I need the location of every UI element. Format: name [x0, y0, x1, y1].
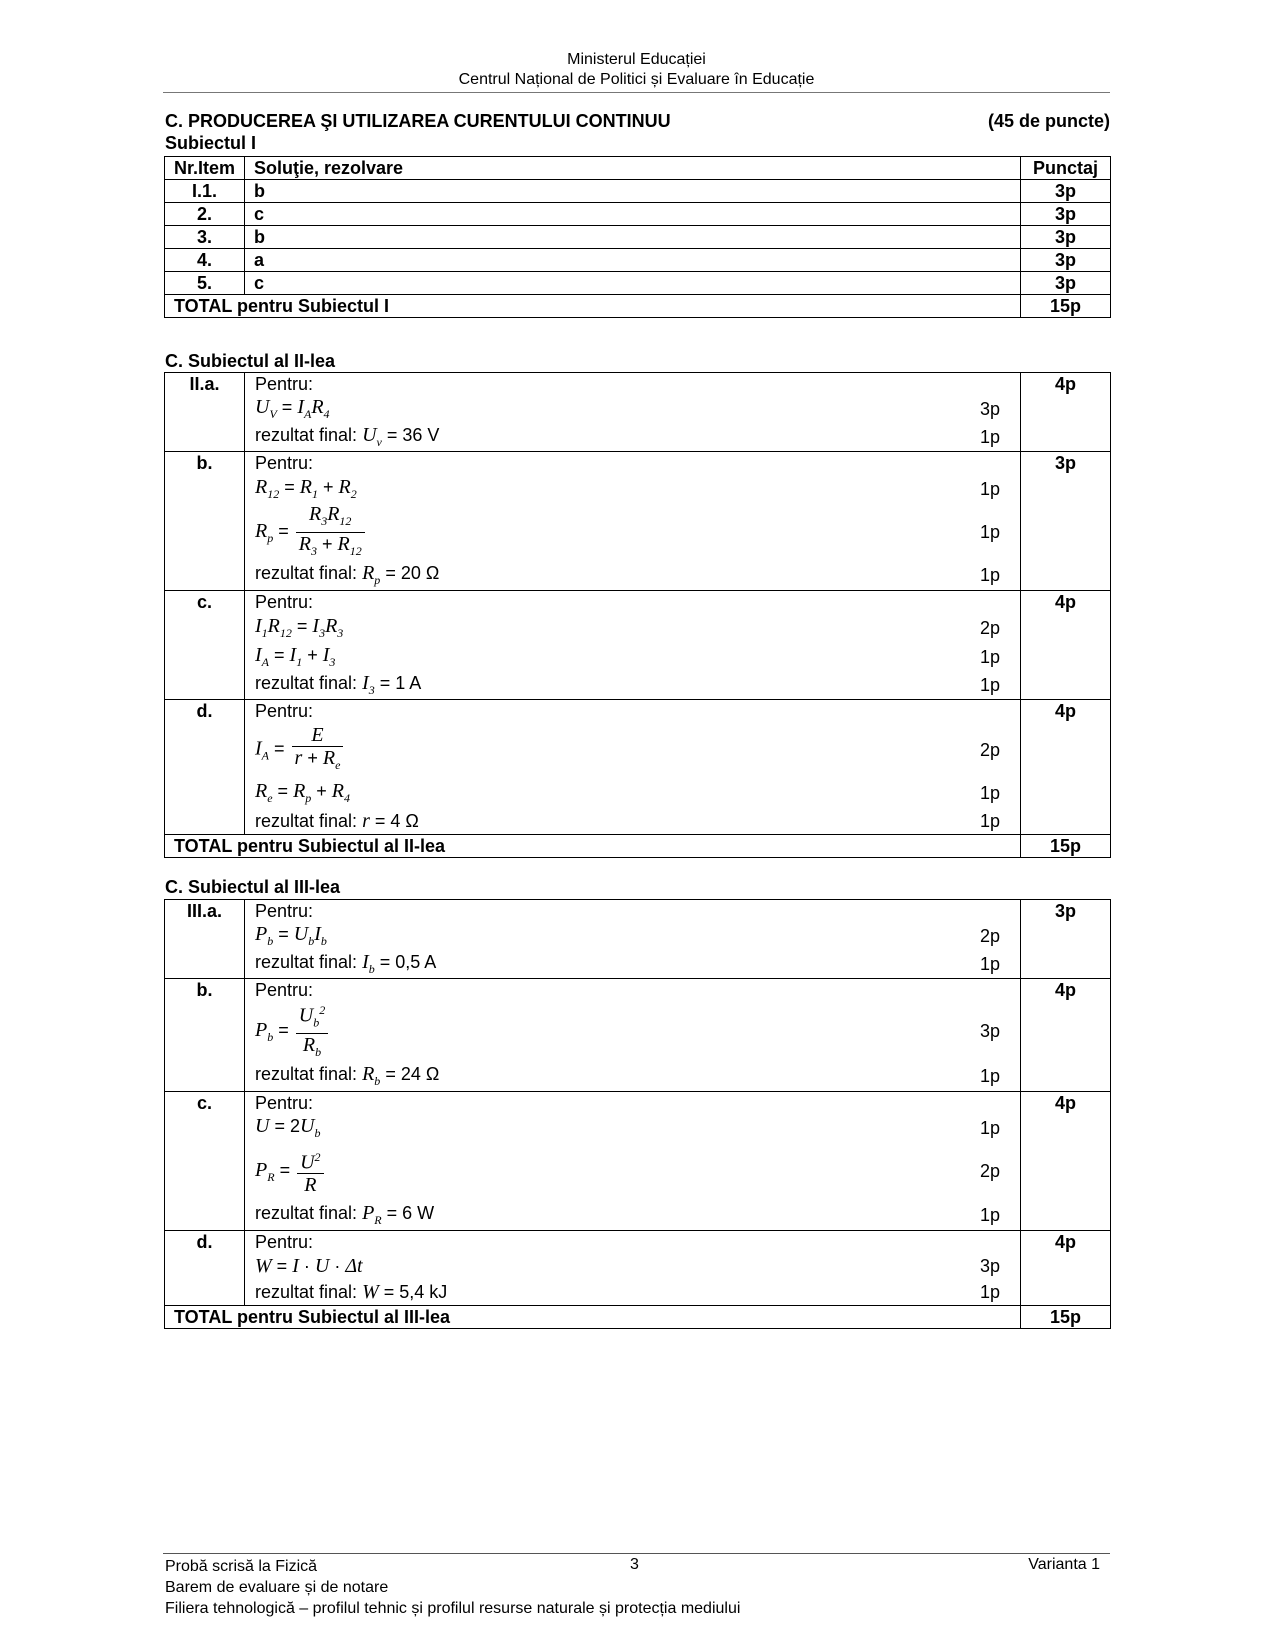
step-points: 3p	[979, 1020, 1000, 1041]
footer-divider	[163, 1553, 1110, 1554]
header-solution: Soluţie, rezolvare	[245, 157, 1021, 180]
total-points: 15p	[1021, 295, 1111, 318]
item-answer: c	[245, 272, 1021, 295]
item-solution: Pentru: $I_1R_{12} = I_3R_3$ 2p $I_A = I_1 + I_3$ 1p rezultat final: $I_3 = 1$ A 1p	[245, 591, 1021, 700]
step-points: 1p	[979, 564, 1000, 585]
formula: $I_A = I_1 + I_3$	[255, 644, 336, 669]
item-points: 4p	[1021, 591, 1111, 700]
subject-2-title: C. Subiectul al II-lea	[165, 351, 336, 371]
step-points: 2p	[979, 925, 1000, 946]
step-points: 3p	[979, 1255, 1000, 1276]
item-solution: Pentru: $U_V = I_AR_4$ 3p rezultat final: $U_v = 36$ V 1p	[245, 373, 1021, 452]
item-number: I.1.	[165, 180, 245, 203]
step-points: 1p	[979, 478, 1000, 499]
footer-filiera: Filiera tehnologică – profilul tehnic și profilul resurse naturale și protecția mediului	[165, 1600, 741, 1617]
total-row	[165, 835, 1111, 858]
header-points: Punctaj	[1021, 157, 1111, 180]
item-points: 3p	[1021, 249, 1111, 272]
item-row-2b	[165, 452, 1111, 591]
item-number: c.	[165, 1092, 245, 1231]
formula: $P_b = U_bI_b$	[255, 923, 327, 948]
step-points: 1p	[979, 1204, 1000, 1225]
item-points: 4p	[1021, 1231, 1111, 1306]
page-header	[163, 50, 1110, 90]
item-number: b.	[165, 452, 245, 591]
item-row-2c	[165, 591, 1111, 700]
pentru-label: Pentru:	[255, 1093, 314, 1113]
item-answer: b	[245, 226, 1021, 249]
item-solution: Pentru: W = I · U · Δt 3p rezultat final: W = 5,4 kJ 1p	[245, 1231, 1021, 1306]
item-number: c.	[165, 591, 245, 700]
step-points: 1p	[979, 1281, 1000, 1302]
pentru-label: Pentru:	[255, 374, 314, 394]
item-row-3a	[165, 900, 1111, 979]
total-row	[165, 295, 1111, 318]
rezultat-label: rezultat final:	[255, 425, 358, 445]
item-answer: c	[245, 203, 1021, 226]
step-points: 1p	[979, 521, 1000, 542]
pentru-label: Pentru:	[255, 592, 314, 612]
subject-1-table	[164, 156, 1111, 318]
step-points: 1p	[979, 646, 1000, 667]
header-center: Centrul Național de Politici și Evaluare în Educație	[458, 71, 815, 88]
table-header-row	[165, 157, 1111, 180]
pentru-label: Pentru:	[255, 980, 314, 1000]
section-points: (45 de puncte)	[987, 111, 1110, 131]
total-label: TOTAL pentru Subiectul al II-lea	[165, 835, 1021, 858]
rezultat-label: rezultat final:	[255, 1064, 358, 1084]
table-row	[165, 249, 1111, 272]
step-points: 3p	[979, 398, 1000, 419]
step-points: 1p	[979, 810, 1000, 831]
item-number: 4.	[165, 249, 245, 272]
subject-2-table	[164, 372, 1111, 858]
item-number: d.	[165, 1231, 245, 1306]
formula: $U = 2U_b$	[255, 1115, 321, 1140]
total-label: TOTAL pentru Subiectul I	[165, 295, 1021, 318]
subject-3-table	[164, 899, 1111, 1329]
formula: $P_R$ = $\frac{U^2}{R}$	[255, 1146, 960, 1197]
rezultat-label: rezultat final:	[255, 1281, 358, 1302]
table-row	[165, 272, 1111, 295]
item-row-3d	[165, 1231, 1111, 1306]
item-number: 5.	[165, 272, 245, 295]
item-points: 3p	[1021, 452, 1111, 591]
subject-1-title: Subiectul I	[165, 133, 257, 153]
rezultat-label: rezultat final:	[255, 673, 358, 693]
result-value: = 4 Ω	[374, 810, 419, 831]
table-row	[165, 203, 1111, 226]
item-number: b.	[165, 979, 245, 1092]
result-value: = 36 V	[386, 425, 440, 445]
header-item: Nr.Item	[165, 157, 245, 180]
variant-label: Varianta 1	[1028, 1556, 1100, 1573]
item-points: 4p	[1021, 700, 1111, 835]
total-points: 15p	[1021, 835, 1111, 858]
footer-exam: Probă scrisă la Fizică	[165, 1558, 318, 1575]
item-row-3b	[165, 979, 1111, 1092]
item-solution: Pentru: $P_b = U_bI_b$ 2p rezultat final: $I_b = 0,5$ A 1p	[245, 900, 1021, 979]
item-number: II.a.	[165, 373, 245, 452]
formula: W = I · U · Δt	[255, 1254, 363, 1277]
item-solution: Pentru: $I_A$ = $\frac{E}{r + R_e}$ 2p $R_e = R_p + R_4$ 1p rezultat final: r = 4 Ω 1p	[245, 700, 1021, 835]
step-points: 2p	[979, 739, 1000, 760]
item-row-2a	[165, 373, 1111, 452]
item-points: 3p	[1021, 900, 1111, 979]
rezultat-label: rezultat final:	[255, 810, 358, 831]
result-value: = 0,5 A	[379, 952, 437, 972]
step-points: 1p	[979, 782, 1000, 803]
result-value: = 5,4 kJ	[383, 1281, 448, 1302]
formula: $R_e = R_p + R_4$	[255, 780, 351, 805]
item-number: 2.	[165, 203, 245, 226]
formula: $I_1R_{12} = I_3R_3$	[255, 615, 344, 640]
pentru-label: Pentru:	[255, 1232, 314, 1252]
item-answer: a	[245, 249, 1021, 272]
pentru-label: Pentru:	[255, 701, 314, 721]
formula: $I_A$ = $\frac{E}{r + R_e}$	[255, 724, 960, 776]
step-points: 1p	[979, 1117, 1000, 1138]
footer-barem: Barem de evaluare și de notare	[165, 1579, 389, 1596]
result-value: = 24 Ω	[385, 1064, 440, 1084]
rezultat-label: rezultat final:	[255, 1203, 358, 1223]
item-points: 3p	[1021, 272, 1111, 295]
item-points: 4p	[1021, 373, 1111, 452]
step-points: 1p	[979, 674, 1000, 695]
total-label: TOTAL pentru Subiectul al III-lea	[165, 1306, 1021, 1329]
page-footer	[165, 1556, 740, 1619]
rezultat-label: rezultat final:	[255, 563, 358, 583]
subject-3-title: C. Subiectul al III-lea	[165, 877, 341, 897]
item-row-2d	[165, 700, 1111, 835]
item-points: 3p	[1021, 180, 1111, 203]
pentru-label: Pentru:	[255, 453, 314, 473]
total-row	[165, 1306, 1111, 1329]
header-divider	[163, 92, 1110, 93]
result-value: = 20 Ω	[385, 563, 440, 583]
total-points: 15p	[1021, 1306, 1111, 1329]
rezultat-label: rezultat final:	[255, 952, 358, 972]
table-row	[165, 180, 1111, 203]
table-row	[165, 226, 1111, 249]
item-row-3c	[165, 1092, 1111, 1231]
section-title: C. PRODUCEREA ŞI UTILIZAREA CURENTULUI CONTINUU	[165, 111, 671, 131]
item-solution: Pentru: $R_{12} = R_1 + R_2$ 1p $R_p$ = $\frac{R_3R_{12}}{R_3 + R_{12}}$ 1p rezultat final: $R_p = 20$ Ω 1p	[245, 452, 1021, 591]
formula: $P_b$ = $\frac{U_b^2}{R_b}$	[255, 999, 960, 1064]
step-points: 1p	[979, 953, 1000, 974]
result-value: = 1 A	[379, 673, 422, 693]
item-points: 4p	[1021, 979, 1111, 1092]
pentru-label: Pentru:	[255, 901, 314, 921]
item-answer: b	[245, 180, 1021, 203]
item-solution: Pentru: $U = 2U_b$ 1p $P_R$ = $\frac{U^2}{R}$ 2p rezultat final: $P_R = 6$ W 1p	[245, 1092, 1021, 1231]
page-number: 3	[630, 1556, 639, 1573]
item-points: 3p	[1021, 203, 1111, 226]
formula: $R_{12} = R_1 + R_2$	[255, 476, 357, 501]
item-points: 3p	[1021, 226, 1111, 249]
formula: $R_p$ = $\frac{R_3R_{12}}{R_3 + R_{12}}$	[255, 503, 960, 562]
item-points: 4p	[1021, 1092, 1111, 1231]
step-points: 1p	[979, 426, 1000, 447]
item-number: d.	[165, 700, 245, 835]
item-solution: Pentru: $P_b$ = $\frac{U_b^2}{R_b}$ 3p rezultat final: $R_b = 24$ Ω 1p	[245, 979, 1021, 1092]
header-ministry: Ministerul Educației	[567, 51, 706, 68]
step-points: 1p	[979, 1065, 1000, 1086]
result-value: = 6 W	[386, 1203, 435, 1223]
step-points: 2p	[979, 617, 1000, 638]
item-number: III.a.	[165, 900, 245, 979]
step-points: 2p	[979, 1160, 1000, 1181]
formula: $U_V = I_AR_4$	[255, 396, 330, 421]
item-number: 3.	[165, 226, 245, 249]
